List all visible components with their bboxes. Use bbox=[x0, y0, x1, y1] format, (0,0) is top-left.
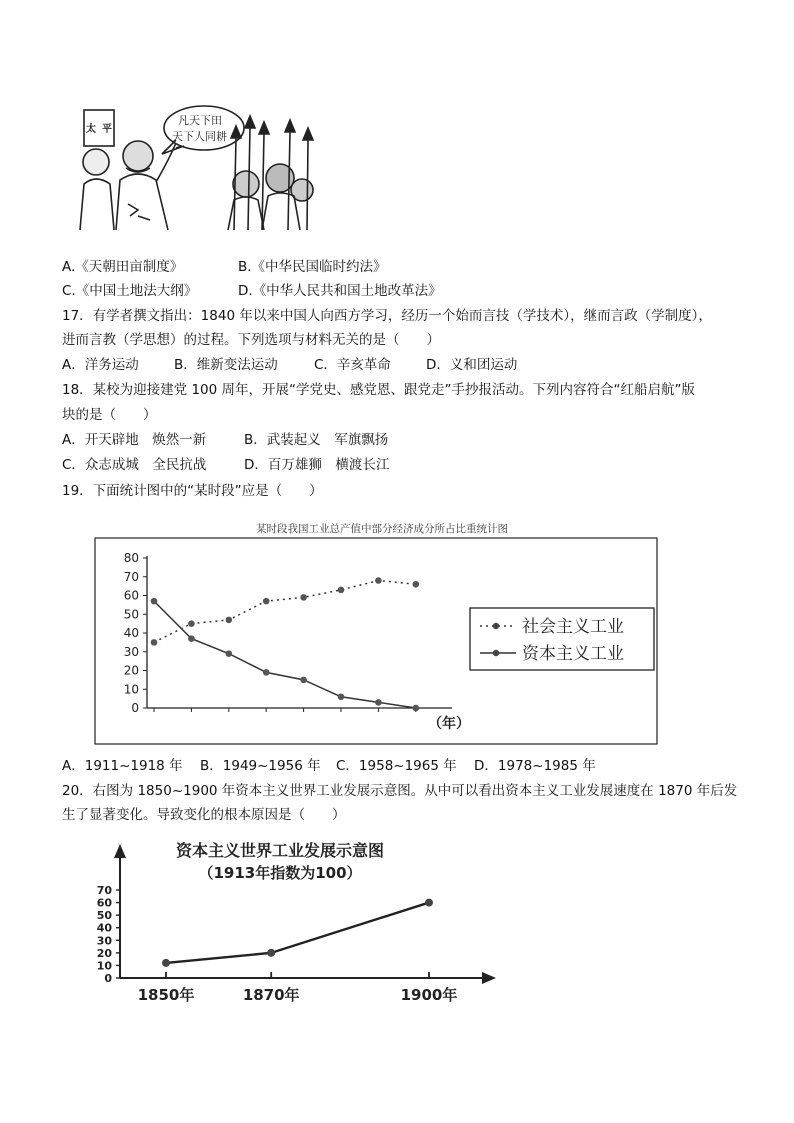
y-tick-label: 80 bbox=[123, 551, 139, 565]
series-line bbox=[154, 581, 416, 643]
q18-options-row-2 bbox=[62, 456, 389, 474]
data-point bbox=[338, 693, 345, 700]
q16-option-a[interactable]: A.《天朝田亩制度》 bbox=[62, 259, 184, 275]
y-tick-label: 0 bbox=[104, 972, 112, 985]
data-point bbox=[425, 899, 433, 907]
chart-title: 资本主义世界工业发展示意图 bbox=[175, 841, 385, 860]
data-point bbox=[300, 677, 307, 684]
y-tick-label: 70 bbox=[96, 884, 112, 897]
series-line bbox=[166, 903, 429, 963]
q20-stem-line-2: 生了显著变化。导致变化的根本原因是（ ） bbox=[62, 807, 346, 823]
chart-subtitle: （1913年指数为100） bbox=[198, 864, 362, 882]
series-line bbox=[154, 601, 416, 708]
q16-options-row-2 bbox=[62, 282, 442, 300]
data-point bbox=[226, 617, 233, 624]
q18-option-c[interactable]: C．众志成城 全民抗战 bbox=[62, 457, 207, 473]
data-point bbox=[267, 949, 275, 957]
q20-stem-line-1: 20．右图为 1850~1900 年资本主义世界工业发展示意图。从中可以看出资本主义工业发展速度在 1870 年后发 bbox=[62, 783, 738, 799]
q18-stem-line-1: 18．某校为迎接建党 100 周年，开展“学党史、感党恩、跟党走”手抄报活动。下列内容符合“红船启航”版 bbox=[62, 382, 696, 398]
y-tick-label: 50 bbox=[123, 607, 139, 622]
q17-stem-line-2: 进而言教（学思想）的过程。下列选项与材料无关的是（ ） bbox=[62, 332, 440, 348]
x-tick-label: 1870年 bbox=[242, 986, 300, 1004]
q18-option-d[interactable]: D．百万雄狮 横渡长江 bbox=[244, 457, 390, 473]
data-point bbox=[188, 620, 195, 627]
figure-head bbox=[233, 171, 259, 197]
y-tick-label: 10 bbox=[123, 682, 139, 697]
data-point bbox=[226, 650, 233, 657]
chart-title: 某时段我国工业总产值中部分经济成分所占比重统计图 bbox=[256, 523, 508, 535]
y-tick-label: 60 bbox=[96, 896, 112, 910]
data-point bbox=[151, 639, 158, 646]
q17-option-b[interactable]: B．维新变法运动 bbox=[174, 357, 278, 373]
q17-stem-line-1: 17．有学者撰文指出：1840 年以来中国人向西方学习，经历一个始而言技（学技术），继而言政（学制度）， bbox=[62, 308, 712, 324]
x-axis-label: （年） bbox=[428, 716, 470, 732]
q16-option-d[interactable]: D.《中华人民共和国土地改革法》 bbox=[238, 283, 442, 299]
q17-option-d[interactable]: D．义和团运动 bbox=[426, 357, 518, 373]
speech-line-1: 凡天下田 bbox=[178, 114, 222, 127]
y-tick-label: 30 bbox=[96, 934, 112, 948]
taiping-cartoon bbox=[78, 98, 314, 230]
x-axis-arrow bbox=[482, 972, 496, 984]
chart-20 bbox=[84, 836, 504, 1008]
q17-option-c[interactable]: C．辛亥革命 bbox=[314, 357, 391, 373]
q19-stem: 19．下面统计图中的“某时段”应是（ ） bbox=[62, 483, 323, 499]
x-tick-label: 1850年 bbox=[137, 986, 195, 1004]
data-point bbox=[263, 598, 270, 605]
data-point bbox=[151, 598, 158, 605]
q17-options bbox=[62, 356, 517, 374]
y-tick-label: 70 bbox=[123, 569, 139, 584]
data-point bbox=[413, 705, 420, 712]
q18-stem-line-2: 块的是（ ） bbox=[62, 407, 157, 423]
y-tick-label: 60 bbox=[123, 588, 139, 603]
y-axis-arrow bbox=[114, 844, 126, 858]
q19-option-d[interactable]: D．1978~1985 年 bbox=[474, 758, 596, 774]
y-tick-label: 40 bbox=[96, 921, 112, 935]
y-tick-label: 0 bbox=[131, 701, 139, 715]
y-tick-label: 10 bbox=[96, 959, 112, 973]
legend-label: 资本主义工业 bbox=[522, 644, 624, 664]
y-tick-label: 20 bbox=[123, 663, 139, 678]
figure-head bbox=[123, 141, 153, 171]
data-point bbox=[338, 587, 345, 594]
q19-option-a[interactable]: A．1911~1918 年 bbox=[62, 758, 183, 774]
q19-option-c[interactable]: C．1958~1965 年 bbox=[336, 758, 457, 774]
data-point bbox=[300, 594, 307, 601]
data-point bbox=[188, 635, 195, 642]
legend-label: 社会主义工业 bbox=[522, 617, 624, 637]
q18-options-row-1 bbox=[62, 431, 388, 449]
y-tick-label: 50 bbox=[96, 909, 112, 923]
q19-options bbox=[62, 757, 596, 775]
data-point bbox=[375, 577, 382, 584]
data-point bbox=[375, 699, 382, 706]
data-point bbox=[162, 959, 170, 967]
q18-option-b[interactable]: B．武装起义 军旗飘扬 bbox=[244, 432, 389, 448]
chart-19 bbox=[92, 518, 660, 748]
y-tick-label: 40 bbox=[123, 626, 139, 640]
data-point bbox=[413, 581, 420, 588]
q16-options-row-1 bbox=[62, 258, 387, 276]
x-tick-label: 1900年 bbox=[400, 986, 458, 1004]
y-tick-label: 20 bbox=[96, 946, 112, 960]
q17-option-a[interactable]: A．洋务运动 bbox=[62, 357, 139, 373]
speech-line-2: 天下人同耕 bbox=[172, 130, 227, 143]
q16-option-b[interactable]: B.《中华民国临时约法》 bbox=[238, 259, 387, 275]
data-point bbox=[263, 669, 270, 676]
speech-bubble bbox=[164, 106, 244, 150]
q19-option-b[interactable]: B．1949~1956 年 bbox=[200, 758, 321, 774]
y-tick-label: 30 bbox=[123, 644, 139, 659]
figure-head bbox=[83, 149, 109, 175]
q18-option-a[interactable]: A．开天辟地 焕然一新 bbox=[62, 432, 207, 448]
sign-text: 太平 bbox=[86, 124, 112, 135]
q16-option-c[interactable]: C.《中国土地法大纲》 bbox=[62, 283, 198, 299]
